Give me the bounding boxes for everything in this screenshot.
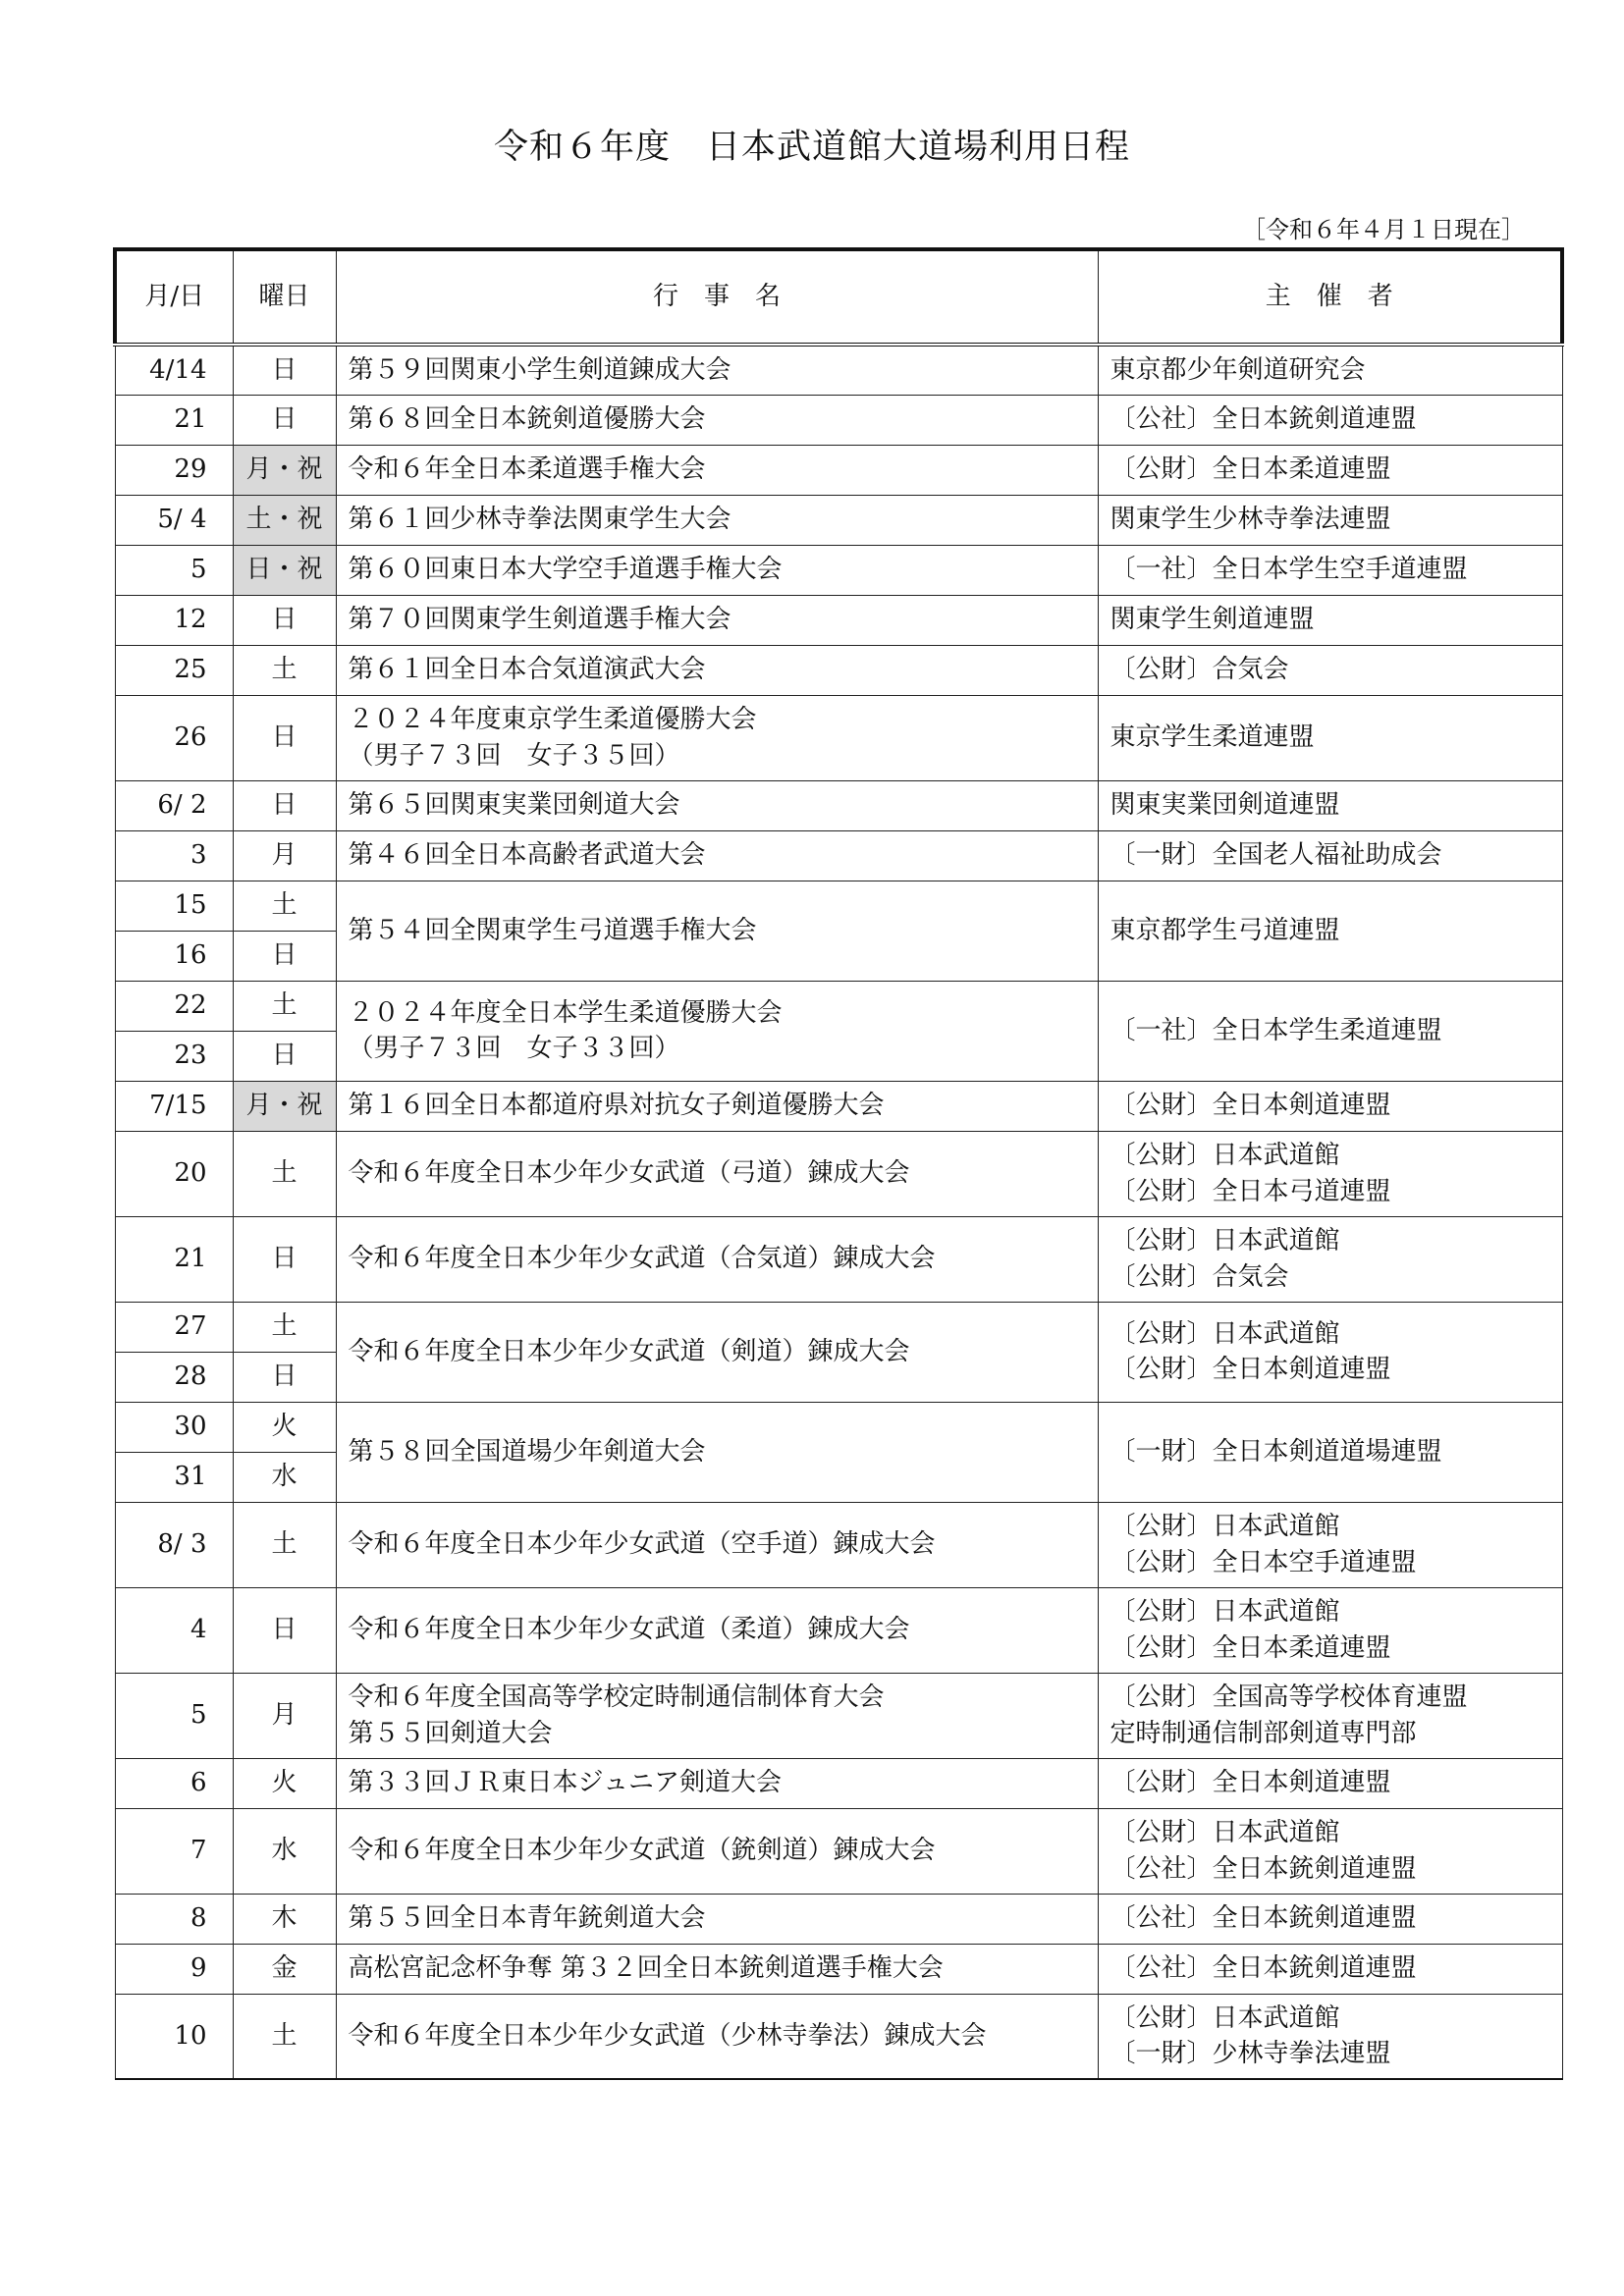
header-date: 月/日 <box>115 249 233 345</box>
organizer-cell: 〔公財〕日本武道館 〔公財〕全日本弓道連盟 <box>1098 1131 1562 1216</box>
organizer-cell: 東京都少年剣道研究会 <box>1098 345 1562 395</box>
organizer-cell: 〔一社〕全日本学生空手道連盟 <box>1098 545 1562 595</box>
weekday-cell: 月 <box>233 830 336 881</box>
date-cell: 23 <box>115 1031 233 1081</box>
date-cell: 5 <box>115 545 233 595</box>
weekday-cell: 日 <box>233 395 336 445</box>
weekday-cell: 日・祝 <box>233 545 336 595</box>
weekday-cell: 土 <box>233 881 336 931</box>
event-cell: 第５４回全関東学生弓道選手権大会 <box>336 881 1098 981</box>
header-row <box>115 249 1562 345</box>
event-cell: 高松宮記念杯争奪 第３２回全日本銃剣道選手権大会 <box>336 1944 1098 1994</box>
date-cell: 21 <box>115 1216 233 1302</box>
date-cell: 5/ 4 <box>115 495 233 545</box>
weekday-cell: 土 <box>233 1994 336 2079</box>
weekday-cell: 日 <box>233 1352 336 1402</box>
weekday-cell: 土 <box>233 1302 336 1352</box>
weekday-cell: 土・祝 <box>233 495 336 545</box>
date-cell: 8 <box>115 1894 233 1944</box>
weekday-cell: 月 <box>233 1673 336 1758</box>
table-row <box>115 881 1562 931</box>
table-row <box>115 595 1562 645</box>
header-weekday: 曜日 <box>233 249 336 345</box>
organizer-cell: 〔公財〕合気会 <box>1098 645 1562 695</box>
date-cell: 15 <box>115 881 233 931</box>
weekday-cell: 土 <box>233 1502 336 1587</box>
weekday-cell: 土 <box>233 1131 336 1216</box>
date-cell: 16 <box>115 931 233 981</box>
date-cell: 26 <box>115 695 233 780</box>
organizer-cell: 関東学生少林寺拳法連盟 <box>1098 495 1562 545</box>
organizer-cell: 〔一財〕全国老人福祉助成会 <box>1098 830 1562 881</box>
date-cell: 8/ 3 <box>115 1502 233 1587</box>
organizer-cell: 〔公財〕全日本柔道連盟 <box>1098 445 1562 495</box>
table-row <box>115 1944 1562 1994</box>
header-organizer: 主 催 者 <box>1098 249 1562 345</box>
event-cell: 第６８回全日本銃剣道優勝大会 <box>336 395 1098 445</box>
schedule-body <box>115 345 1562 2079</box>
weekday-cell: 日 <box>233 695 336 780</box>
date-cell: 3 <box>115 830 233 881</box>
organizer-cell: 〔公財〕日本武道館 〔公財〕全日本剣道連盟 <box>1098 1302 1562 1402</box>
as-of-date: ［令和６年４月１日現在］ <box>1242 216 1525 243</box>
weekday-cell: 日 <box>233 1216 336 1302</box>
table-row <box>115 1402 1562 1452</box>
table-row <box>115 1673 1562 1758</box>
organizer-cell: 関東学生剣道連盟 <box>1098 595 1562 645</box>
table-row <box>115 645 1562 695</box>
date-cell: 12 <box>115 595 233 645</box>
organizer-cell: 〔公財〕日本武道館 〔一財〕少林寺拳法連盟 <box>1098 1994 1562 2079</box>
event-cell: 令和６年度全日本少年少女武道（剣道）錬成大会 <box>336 1302 1098 1402</box>
organizer-cell: 〔公財〕日本武道館 〔公財〕合気会 <box>1098 1216 1562 1302</box>
weekday-cell: 日 <box>233 1031 336 1081</box>
table-row <box>115 1081 1562 1131</box>
date-cell: 29 <box>115 445 233 495</box>
table-row <box>115 830 1562 881</box>
schedule-table <box>113 247 1564 2080</box>
date-cell: 7 <box>115 1808 233 1894</box>
event-cell: 令和６年度全日本少年少女武道（空手道）錬成大会 <box>336 1502 1098 1587</box>
weekday-cell: 水 <box>233 1808 336 1894</box>
weekday-cell: 土 <box>233 645 336 695</box>
weekday-cell: 日 <box>233 780 336 830</box>
organizer-cell: 〔公財〕日本武道館 〔公社〕全日本銃剣道連盟 <box>1098 1808 1562 1894</box>
organizer-cell: 〔公財〕全国高等学校体育連盟 定時制通信制部剣道専門部 <box>1098 1673 1562 1758</box>
date-cell: 6 <box>115 1758 233 1808</box>
organizer-cell: 〔公財〕日本武道館 〔公財〕全日本柔道連盟 <box>1098 1587 1562 1673</box>
event-cell: 第７０回関東学生剣道選手権大会 <box>336 595 1098 645</box>
date-cell: 10 <box>115 1994 233 2079</box>
organizer-cell: 関東実業団剣道連盟 <box>1098 780 1562 830</box>
event-cell: 第５５回全日本青年銃剣道大会 <box>336 1894 1098 1944</box>
organizer-cell: 〔公財〕日本武道館 〔公財〕全日本空手道連盟 <box>1098 1502 1562 1587</box>
weekday-cell: 土 <box>233 981 336 1031</box>
table-row <box>115 495 1562 545</box>
table-row <box>115 981 1562 1031</box>
table-row <box>115 1758 1562 1808</box>
event-cell: 令和６年全日本柔道選手権大会 <box>336 445 1098 495</box>
weekday-cell: 月・祝 <box>233 445 336 495</box>
date-cell: 20 <box>115 1131 233 1216</box>
weekday-cell: 月・祝 <box>233 1081 336 1131</box>
table-row <box>115 1808 1562 1894</box>
table-row <box>115 1302 1562 1352</box>
table-row <box>115 545 1562 595</box>
date-cell: 4 <box>115 1587 233 1673</box>
organizer-cell: 〔公社〕全日本銃剣道連盟 <box>1098 1944 1562 1994</box>
date-cell: 4/14 <box>115 345 233 395</box>
table-row <box>115 1994 1562 2079</box>
event-cell: 令和６年度全国高等学校定時制通信制体育大会 第５５回剣道大会 <box>336 1673 1098 1758</box>
weekday-cell: 日 <box>233 595 336 645</box>
weekday-cell: 火 <box>233 1402 336 1452</box>
event-cell: 令和６年度全日本少年少女武道（弓道）錬成大会 <box>336 1131 1098 1216</box>
event-cell: 第１６回全日本都道府県対抗女子剣道優勝大会 <box>336 1081 1098 1131</box>
weekday-cell: 金 <box>233 1944 336 1994</box>
table-row <box>115 695 1562 780</box>
event-cell: 令和６年度全日本少年少女武道（合気道）錬成大会 <box>336 1216 1098 1302</box>
table-row <box>115 345 1562 395</box>
table-row <box>115 1216 1562 1302</box>
table-row <box>115 445 1562 495</box>
event-cell: 第５８回全国道場少年剣道大会 <box>336 1402 1098 1502</box>
organizer-cell: 〔公社〕全日本銃剣道連盟 <box>1098 1894 1562 1944</box>
event-cell: 第３３回ＪＲ東日本ジュニア剣道大会 <box>336 1758 1098 1808</box>
organizer-cell: 〔公財〕全日本剣道連盟 <box>1098 1758 1562 1808</box>
date-cell: 31 <box>115 1452 233 1502</box>
date-cell: 6/ 2 <box>115 780 233 830</box>
date-cell: 27 <box>115 1302 233 1352</box>
organizer-cell: 〔公社〕全日本銃剣道連盟 <box>1098 395 1562 445</box>
page-title: 令和６年度 日本武道館大道場利用日程 <box>493 128 1130 167</box>
organizer-cell: 〔一財〕全日本剣道道場連盟 <box>1098 1402 1562 1502</box>
date-cell: 7/15 <box>115 1081 233 1131</box>
header-event: 行 事 名 <box>336 249 1098 345</box>
organizer-cell: 東京都学生弓道連盟 <box>1098 881 1562 981</box>
event-cell: 第６０回東日本大学空手道選手権大会 <box>336 545 1098 595</box>
date-cell: 5 <box>115 1673 233 1758</box>
date-cell: 21 <box>115 395 233 445</box>
weekday-cell: 水 <box>233 1452 336 1502</box>
event-cell: 第４６回全日本高齢者武道大会 <box>336 830 1098 881</box>
table-row <box>115 1587 1562 1673</box>
table-row <box>115 1502 1562 1587</box>
date-cell: 30 <box>115 1402 233 1452</box>
table-row <box>115 780 1562 830</box>
event-cell: 令和６年度全日本少年少女武道（銃剣道）錬成大会 <box>336 1808 1098 1894</box>
event-cell: 第６１回少林寺拳法関東学生大会 <box>336 495 1098 545</box>
event-cell: ２０２４年度全日本学生柔道優勝大会 （男子７３回 女子３３回） <box>336 981 1098 1081</box>
date-cell: 9 <box>115 1944 233 1994</box>
table-row <box>115 1131 1562 1216</box>
date-cell: 25 <box>115 645 233 695</box>
date-cell: 28 <box>115 1352 233 1402</box>
event-cell: 第６５回関東実業団剣道大会 <box>336 780 1098 830</box>
weekday-cell: 日 <box>233 345 336 395</box>
table-row <box>115 1894 1562 1944</box>
weekday-cell: 火 <box>233 1758 336 1808</box>
event-cell: 第６１回全日本合気道演武大会 <box>336 645 1098 695</box>
organizer-cell: 東京学生柔道連盟 <box>1098 695 1562 780</box>
event-cell: ２０２４年度東京学生柔道優勝大会 （男子７３回 女子３５回） <box>336 695 1098 780</box>
event-cell: 第５９回関東小学生剣道錬成大会 <box>336 345 1098 395</box>
weekday-cell: 日 <box>233 931 336 981</box>
event-cell: 令和６年度全日本少年少女武道（柔道）錬成大会 <box>336 1587 1098 1673</box>
weekday-cell: 木 <box>233 1894 336 1944</box>
organizer-cell: 〔一社〕全日本学生柔道連盟 <box>1098 981 1562 1081</box>
table-row <box>115 395 1562 445</box>
weekday-cell: 日 <box>233 1587 336 1673</box>
organizer-cell: 〔公財〕全日本剣道連盟 <box>1098 1081 1562 1131</box>
date-cell: 22 <box>115 981 233 1031</box>
event-cell: 令和６年度全日本少年少女武道（少林寺拳法）錬成大会 <box>336 1994 1098 2079</box>
